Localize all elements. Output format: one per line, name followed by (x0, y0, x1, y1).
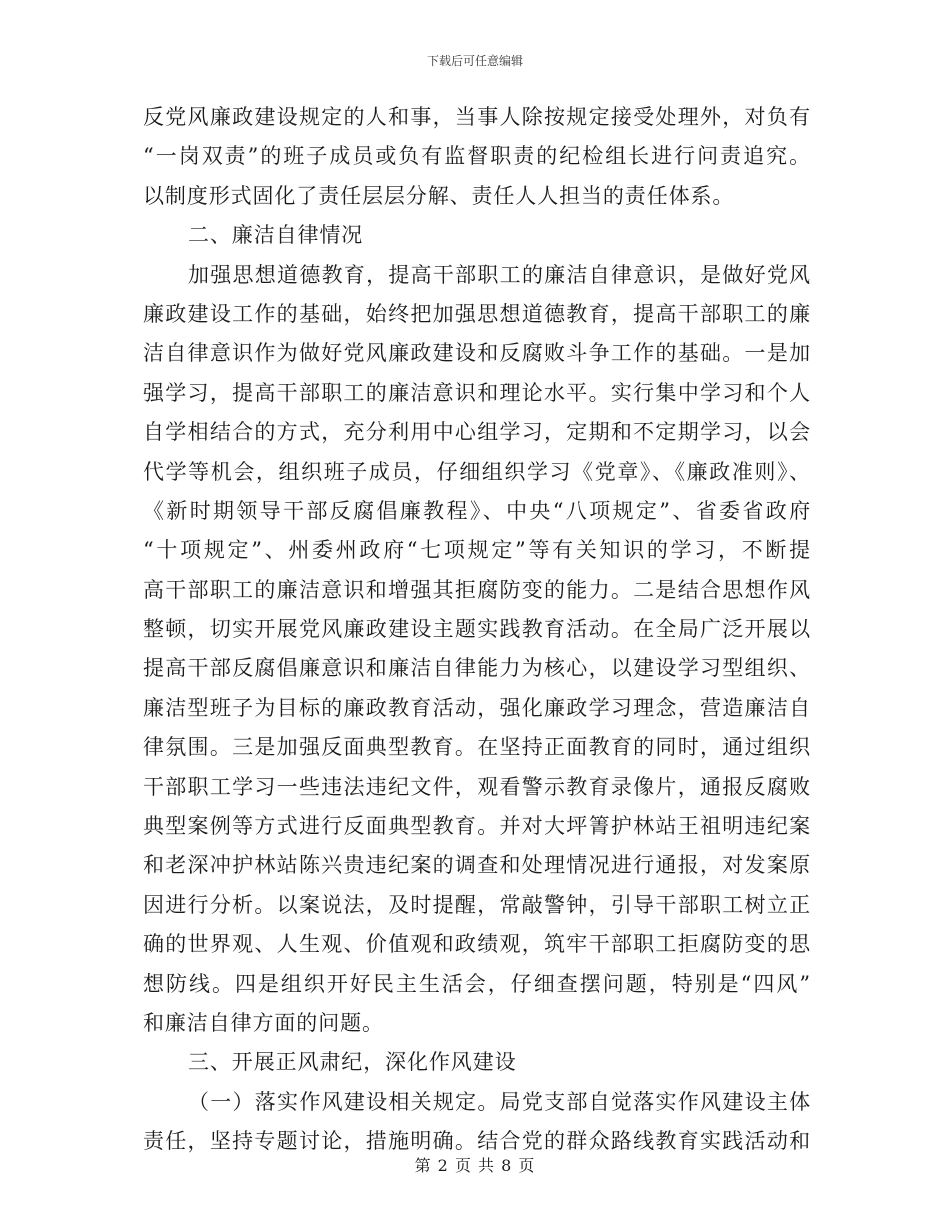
text-line: 洁自律意识作为做好党风廉政建设和反腐败斗争工作的基础。一是加 (143, 341, 811, 366)
text-line: 责任，坚持专题讨论，措施明确。结合党的群众路线教育实践活动和 (143, 1129, 811, 1154)
page-header-note: 下载后可任意编辑 (426, 54, 523, 68)
text-line: 廉洁型班子为目标的廉政教育活动，强化廉政学习理念，营造廉洁自 (143, 695, 811, 720)
text-line: 强学习，提高干部职工的廉洁意识和理论水平。实行集中学习和个人 (143, 380, 811, 405)
text-line: 律氛围。三是加强反面典型教育。在坚持正面教育的同时，通过组织 (143, 735, 811, 760)
text-line: （一）落实作风建设相关规定。局党支部自觉落实作风建设主体 (188, 1089, 811, 1114)
text-line: 以制度形式固化了责任层层分解、责任人人担当的责任体系。 (143, 183, 735, 208)
text-line: “一岗双责”的班子成员或负有监督职责的纪检组长进行问责追究。 (143, 144, 811, 169)
text-line: 和老深冲护林站陈兴贵违纪案的调查和处理情况进行通报，对发案原 (143, 853, 811, 878)
text-line: 加强思想道德教育，提高干部职工的廉洁自律意识，是做好党风 (188, 262, 811, 287)
text-line: 反党风廉政建设规定的人和事，当事人除按规定接受处理外，对负有 (143, 105, 811, 129)
text-line: 廉政建设工作的基础，始终把加强思想道德教育，提高干部职工的廉 (143, 301, 811, 326)
text-line: “十项规定”、州委州政府“七项规定”等有关知识的学习，不断提 (143, 538, 811, 563)
text-line: 干部职工学习一些违法违纪文件，观看警示教育录像片，通报反腐败 (143, 774, 811, 799)
text-line: 自学相结合的方式，充分利用中心组学习，定期和不定期学习，以会 (143, 420, 811, 445)
page-footer-number: 第 2 页 共 8 页 (414, 1156, 536, 1175)
text-line: 高干部职工的廉洁意识和增强其拒腐防变的能力。二是结合思想作风 (143, 577, 811, 602)
text-line: 二、廉洁自律情况 (188, 223, 364, 248)
text-line: 提高干部反腐倡廉意识和廉洁自律能力为核心，以建设学习型组织、 (143, 656, 811, 681)
text-line: 三、开展正风肃纪，深化作风建设 (188, 1050, 517, 1075)
text-line: 想防线。四是组织开好民主生活会，仔细查摆问题，特别是“四风” (143, 971, 811, 996)
text-line: 确的世界观、人生观、价值观和政绩观，筑牢干部职工拒腐防变的思 (143, 932, 811, 957)
text-line: 和廉洁自律方面的问题。 (143, 1010, 384, 1035)
document-body (143, 98, 811, 1162)
text-line: 整顿，切实开展党风廉政建设主题实践教育活动。在全局广泛开展以 (143, 617, 811, 642)
text-line: 典型案例等方式进行反面典型教育。并对大坪箐护林站王祖明违纪案 (143, 814, 811, 839)
text-line: 《新时期领导干部反腐倡廉教程》、中央“八项规定”、省委省政府 (143, 498, 811, 523)
text-line: 因进行分析。以案说法，及时提醒，常敲警钟，引导干部职工树立正 (143, 892, 811, 917)
text-line: 代学等机会，组织班子成员，仔细组织学习《党章》、《廉政准则》、 (143, 459, 811, 484)
